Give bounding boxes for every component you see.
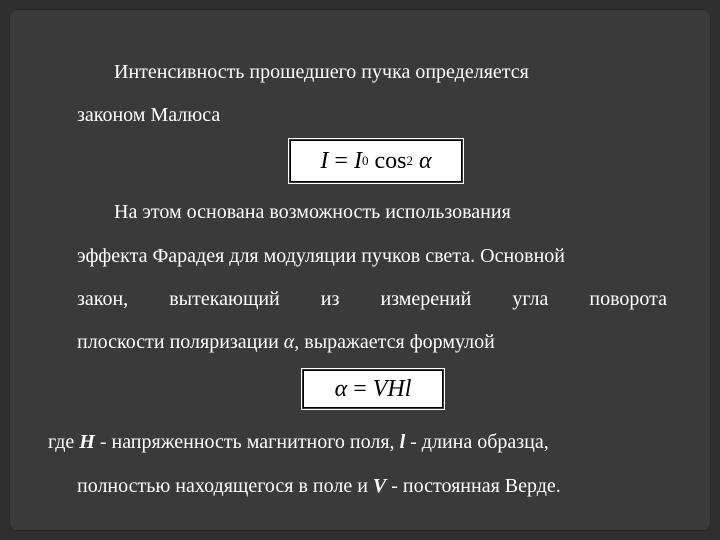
p3-where: где: [48, 431, 80, 453]
p2-line3-word: измерений: [380, 288, 472, 310]
formula2-rhs: VHl: [372, 375, 412, 402]
p3-V: V: [372, 475, 387, 497]
formula1-sub: 0: [361, 153, 369, 168]
p3-line2-a: полностью находящегося в поле и: [77, 475, 373, 497]
p3-line2-b: - постоянная Верде.: [386, 475, 561, 497]
formula1-sup: 2: [406, 153, 413, 168]
p2-line3-word: закон,: [77, 288, 129, 310]
formula1-equals: =: [334, 147, 348, 174]
p3-line1: [48, 430, 668, 454]
formula2-equals: =: [353, 375, 367, 402]
formula1-lhs: I: [320, 147, 329, 174]
p2-line1: На этом основана возможность использования: [114, 201, 511, 223]
p2-line4: [77, 330, 495, 354]
p2-line4-prefix: плоскости поляризации: [77, 331, 284, 353]
p2-line3: [77, 287, 667, 311]
p3-H: H: [79, 431, 95, 453]
p1-line1: Интенсивность прошедшего пучка определяется: [114, 61, 529, 83]
formula1-alpha: α: [418, 147, 432, 174]
p2-line3-word: угла: [512, 288, 549, 310]
p1-line2: законом Малюса: [77, 104, 221, 126]
faraday-formula: [303, 370, 443, 408]
malus-law-formula: [290, 140, 462, 182]
p2-line3-word: поворота: [589, 288, 667, 310]
p3-line1-a: - напряженность магнитного поля,: [94, 431, 400, 453]
p3-l: l: [399, 431, 406, 453]
p2-line4-alpha: α: [283, 331, 295, 353]
formula1-cos: cos: [374, 147, 407, 174]
p3-line2: [77, 474, 561, 498]
p2-line3-word: вытекающий: [169, 288, 280, 310]
formula2-alpha: α: [334, 375, 348, 402]
p2-line2: эффекта Фарадея для модуляции пучков света. Основной: [77, 245, 566, 267]
p2-line4-suffix: , выражается формулой: [294, 331, 495, 353]
p3-line1-b: - длина образца,: [405, 431, 549, 453]
formula1-i0: I: [353, 147, 362, 174]
p2-line3-word: из: [320, 288, 340, 310]
